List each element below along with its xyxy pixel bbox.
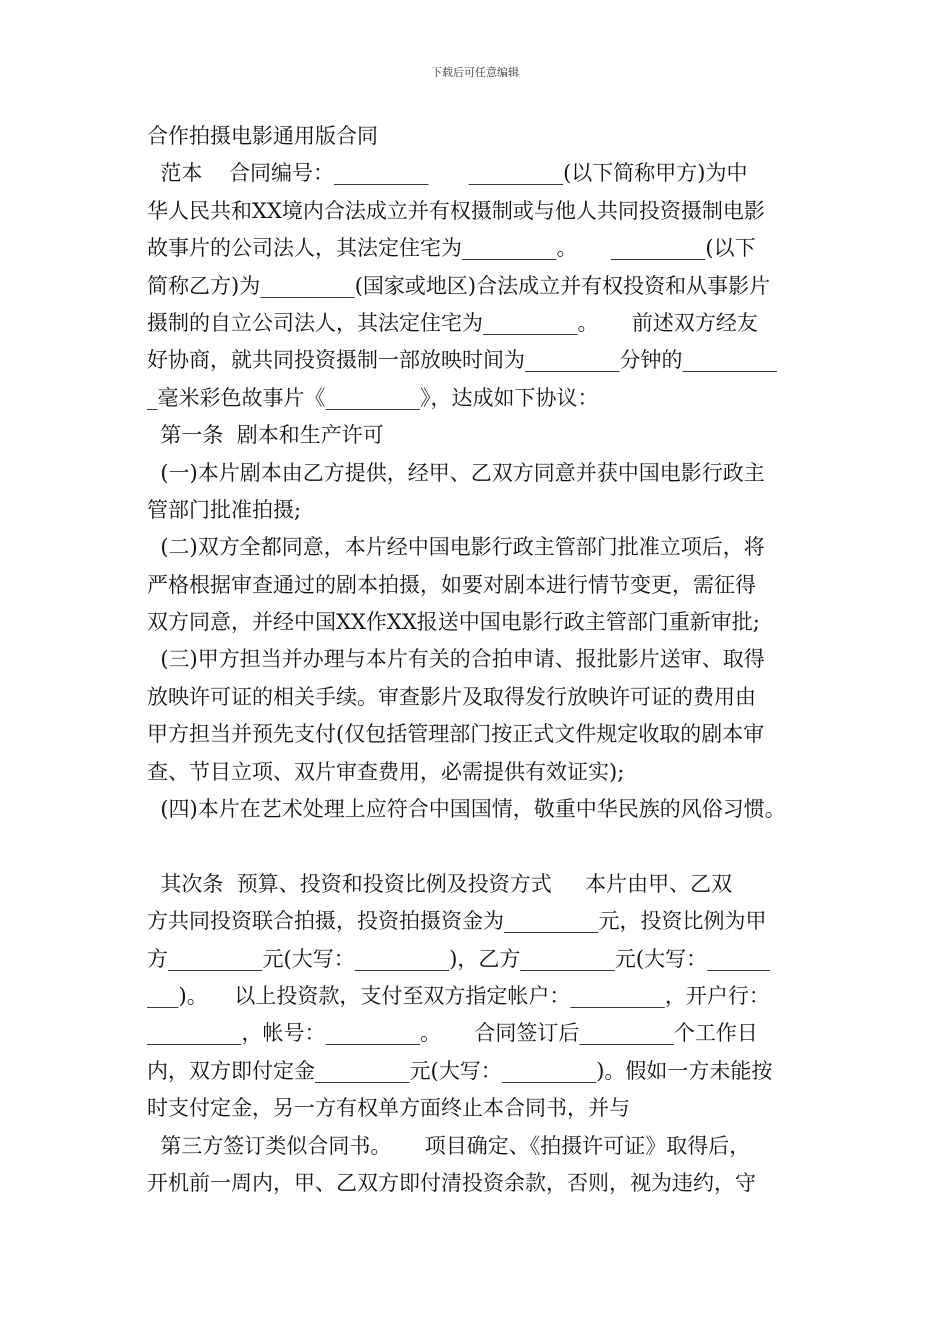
text-line: 管部门批准拍摄; (147, 497, 302, 522)
text-line: _________，帐号：_________。 合同签订后_________个工作日 (147, 1021, 758, 1046)
text-line: 开机前一周内，甲、乙双方即付清投资余款，否则，视为违约，守 (147, 1170, 756, 1195)
page-header: 下载后可任意编辑 (431, 66, 519, 79)
text-line: 第一条 剧本和生产许可 (147, 423, 384, 448)
text-line: 严格根据审查通过的剧本拍摄，如要对剧本进行情节变更，需征得 (147, 572, 756, 597)
text-line: (四)本片在艺术处理上应符合中国国情，敬重中华民族的风俗习惯。 (147, 797, 786, 822)
text-line: _毫米彩色故事片《_________》，达成如下协议： (147, 385, 599, 410)
text-line: (三)甲方担当并办理与本片有关的合拍申请、报批影片送审、取得 (147, 647, 765, 672)
text-line: 其次条 预算、投资和投资比例及投资方式 本片由甲、乙双 (147, 871, 733, 896)
text-line: 放映许可证的相关手续。审查影片及取得发行放映许可证的费用由 (147, 684, 756, 709)
contract-title: 合作拍摄电影通用版合同 (147, 124, 378, 148)
text-line (147, 828, 812, 865)
text-line: 内，双方即付定金_________元(大写：_________)。假如一方未能按 (147, 1058, 773, 1083)
text-line: 方共同投资联合拍摄，投资拍摄资金为_________元，投资比例为甲 (147, 909, 767, 934)
text-line: 范本 合同编号：_________ _________(以下简称甲方)为中 (147, 161, 748, 186)
contract-body (147, 118, 812, 1202)
text-line: 好协商，就共同投资摄制一部放映时间为_________分钟的_________ (147, 348, 777, 373)
text-line: ___)。 以上投资款，支付至双方指定帐户：_________，开户行： (147, 983, 770, 1008)
text-line: 时支付定金，另一方有权单方面终止本合同书，并与 (147, 1096, 630, 1121)
text-line: 华人民共和XX境内合法成立并有权摄制或与他人共同投资摄制电影 (147, 198, 765, 223)
text-line: 第三方签订类似合同书。 项目确定、《拍摄许可证》取得后， (147, 1133, 751, 1158)
text-line: 甲方担当并预先支付(仅包括管理部门按正式文件规定收取的剧本审 (147, 722, 765, 747)
text-line: (二)双方全都同意，本片经中国电影行政主管部门批准立项后，将 (147, 535, 765, 560)
text-line: 查、节目立项、双片审查费用，必需提供有效证实); (147, 759, 625, 784)
text-line: (一)本片剧本由乙方提供，经甲、乙双方同意并获中国电影行政主 (147, 460, 765, 485)
text-line: 故事片的公司法人，其法定住宅为_________。 _________(以下 (147, 236, 756, 261)
text-line: 摄制的自立公司法人，其法定住宅为_________。 前述双方经友 (147, 310, 758, 335)
text-line: 简称乙方)为_________(国家或地区)合法成立并有权投资和从事影片 (147, 273, 771, 298)
text-line: 方_________元(大写：_________)，乙方_________元(大写：______ (147, 946, 771, 971)
text-line: 双方同意，并经中国XX作XX报送中国电影行政主管部门重新审批; (147, 610, 760, 635)
